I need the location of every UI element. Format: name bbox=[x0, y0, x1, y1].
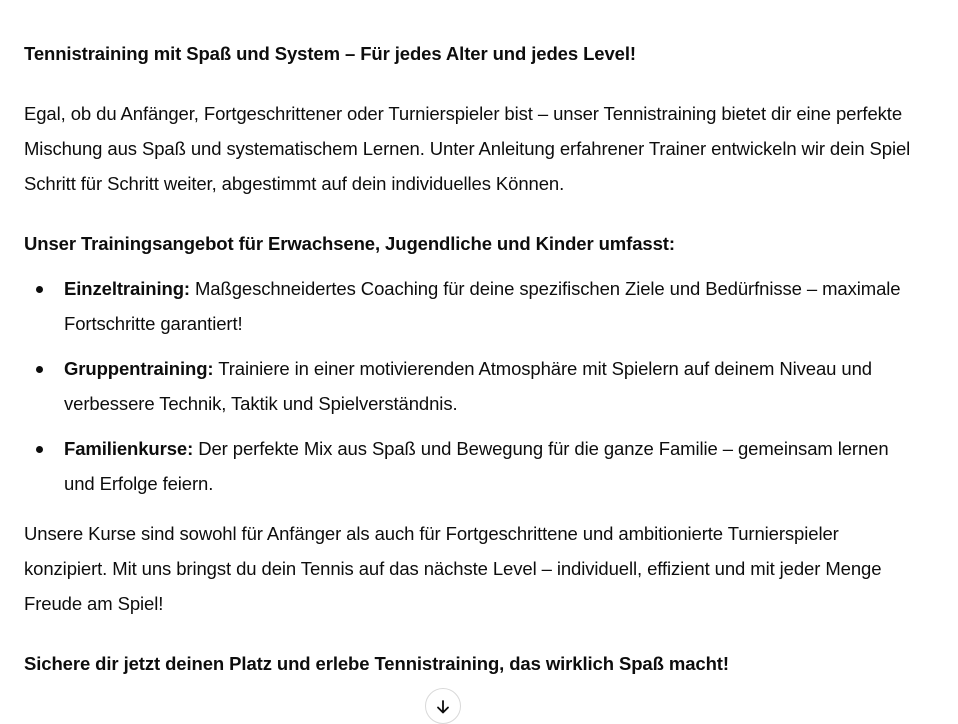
offer-term: Familienkurse: bbox=[64, 438, 194, 459]
offer-list bbox=[24, 271, 924, 501]
offer-term: Einzeltraining: bbox=[64, 278, 190, 299]
offer-text: Maßgeschneidertes Coaching für deine spezifischen Ziele und Bedürfnisse – maximale Fortschritte garantiert! bbox=[64, 278, 901, 334]
offer-term: Gruppentraining: bbox=[64, 358, 214, 379]
bullet-icon bbox=[36, 446, 43, 453]
scroll-down-button[interactable] bbox=[425, 688, 461, 724]
list-item bbox=[64, 271, 924, 341]
assistant-message bbox=[24, 0, 924, 681]
message-heading: Tennistraining mit Spaß und System – Für jedes Alter und jedes Level! bbox=[24, 43, 636, 64]
intro-paragraph: Egal, ob du Anfänger, Fortgeschrittener oder Turnierspieler bist – unser Tennistraining bietet dir eine perfekte Mischung aus Spaß und systematischem Lernen. Unter Anleitung erfahrener Trainer entwickeln wir dein Spiel Schritt für Schritt weiter, abgestimmt auf dein individuelles Können. bbox=[24, 103, 911, 194]
bullet-icon bbox=[36, 366, 43, 373]
courses-paragraph: Unsere Kurse sind sowohl für Anfänger als auch für Fortgeschrittene und ambitionierte Turnierspieler konzipiert. Mit uns bringst du dein Tennis auf das nächste Level – individuell, effizient und mit jeder Menge Freude am Spiel! bbox=[24, 523, 882, 614]
offer-text: Trainiere in einer motivierenden Atmosphäre mit Spielern auf deinem Niveau und verbessere Technik, Taktik und Spielverständnis. bbox=[64, 358, 872, 414]
list-item bbox=[64, 431, 924, 501]
offer-text: Der perfekte Mix aus Spaß und Bewegung für die ganze Familie – gemeinsam lernen und Erfolge feiern. bbox=[64, 438, 889, 494]
call-to-action: Sichere dir jetzt deinen Platz und erlebe Tennistraining, das wirklich Spaß macht! bbox=[24, 653, 729, 674]
offer-heading: Unser Trainingsangebot für Erwachsene, Jugendliche und Kinder umfasst: bbox=[24, 233, 675, 254]
bullet-icon bbox=[36, 286, 43, 293]
list-item bbox=[64, 351, 924, 421]
